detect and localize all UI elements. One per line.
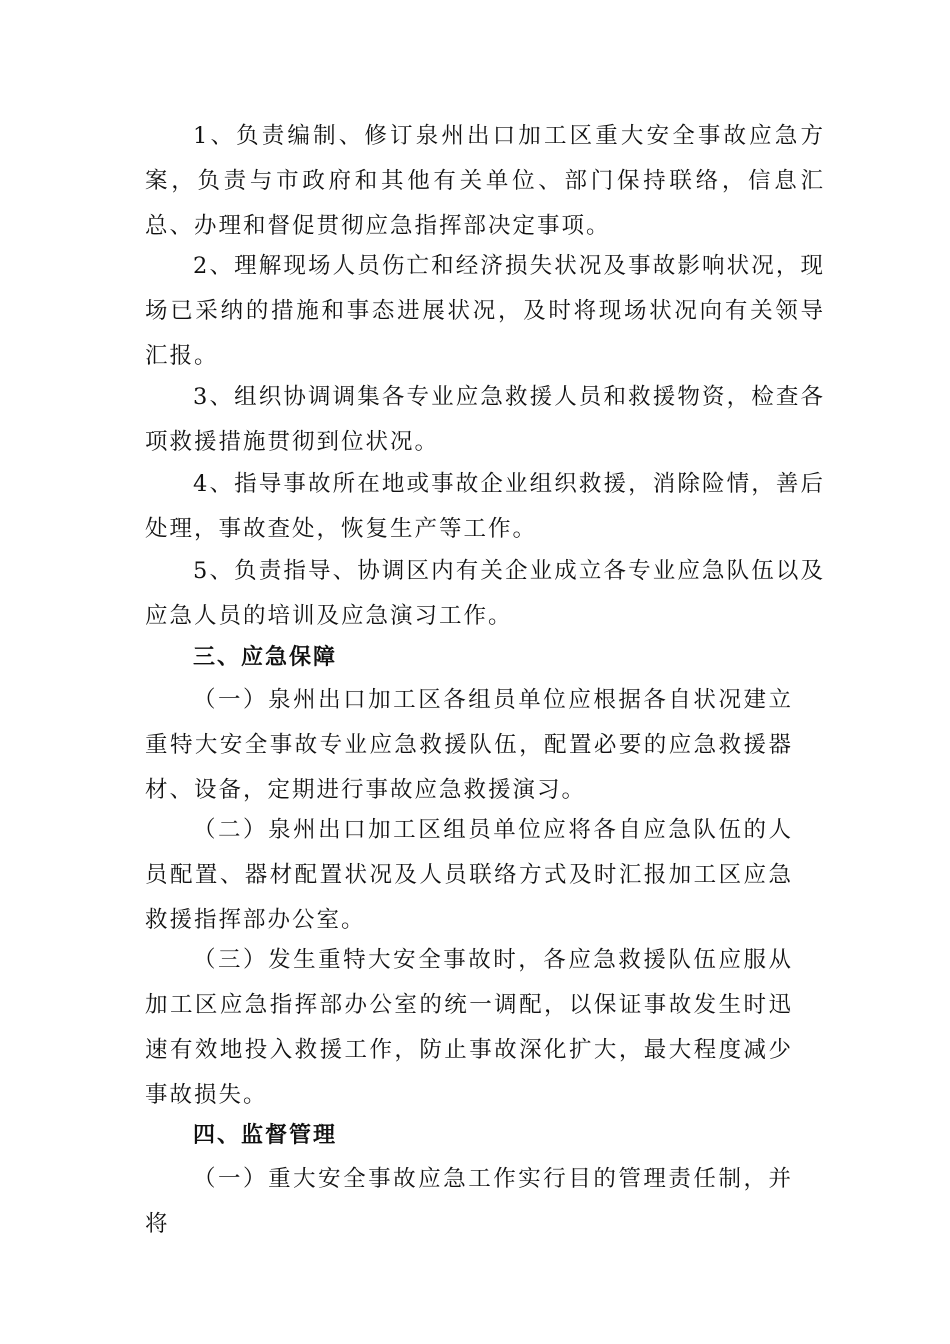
- duty-item-5: 5、负责指导、协调区内有关企业成立各专业应急队伍以及应急人员的培训及应急演习工作。: [145, 558, 825, 629]
- guarantee-item-1: （一）泉州出口加工区各组员单位应根据各自状况建立重特大安全事故专业应急救援队伍，配置必要的应急救援器材、设备，定期进行事故应急救援演习。: [145, 687, 793, 803]
- section-heading-supervision: 四、监督管理: [193, 1123, 338, 1148]
- section-heading-emergency-guarantee: 三、应急保障: [193, 645, 338, 670]
- duty-item-2: 2、理解现场人员伤亡和经济损失状况及事故影响状况，现场已采纳的措施和事态进展状况，及时将现场状况向有关领导汇报。: [145, 253, 825, 369]
- guarantee-item-2: （二）泉州出口加工区组员单位应将各自应急队伍的人员配置、器材配置状况及人员联络方式及时汇报加工区应急救援指挥部办公室。: [145, 817, 793, 933]
- supervision-item-1: （一）重大安全事故应急工作实行目的管理责任制，并将: [145, 1166, 793, 1237]
- duty-item-3: 3、组织协调调集各专业应急救援人员和救援物资，检查各项救援措施贯彻到位状况。: [145, 384, 825, 455]
- guarantee-item-3: （三）发生重特大安全事故时，各应急救援队伍应服从加工区应急指挥部办公室的统一调配，以保证事故发生时迅速有效地投入救援工作，防止事故深化扩大，最大程度减少事故损失。: [145, 947, 793, 1108]
- duty-item-1: 1、负责编制、修订泉州出口加工区重大安全事故应急方案，负责与市政府和其他有关单位、部门保持联络，信息汇总、办理和督促贯彻应急指挥部决定事项。: [145, 123, 825, 239]
- duty-item-4: 4、指导事故所在地或事故企业组织救援，消除险情，善后处理，事故查处，恢复生产等工作。: [145, 471, 825, 542]
